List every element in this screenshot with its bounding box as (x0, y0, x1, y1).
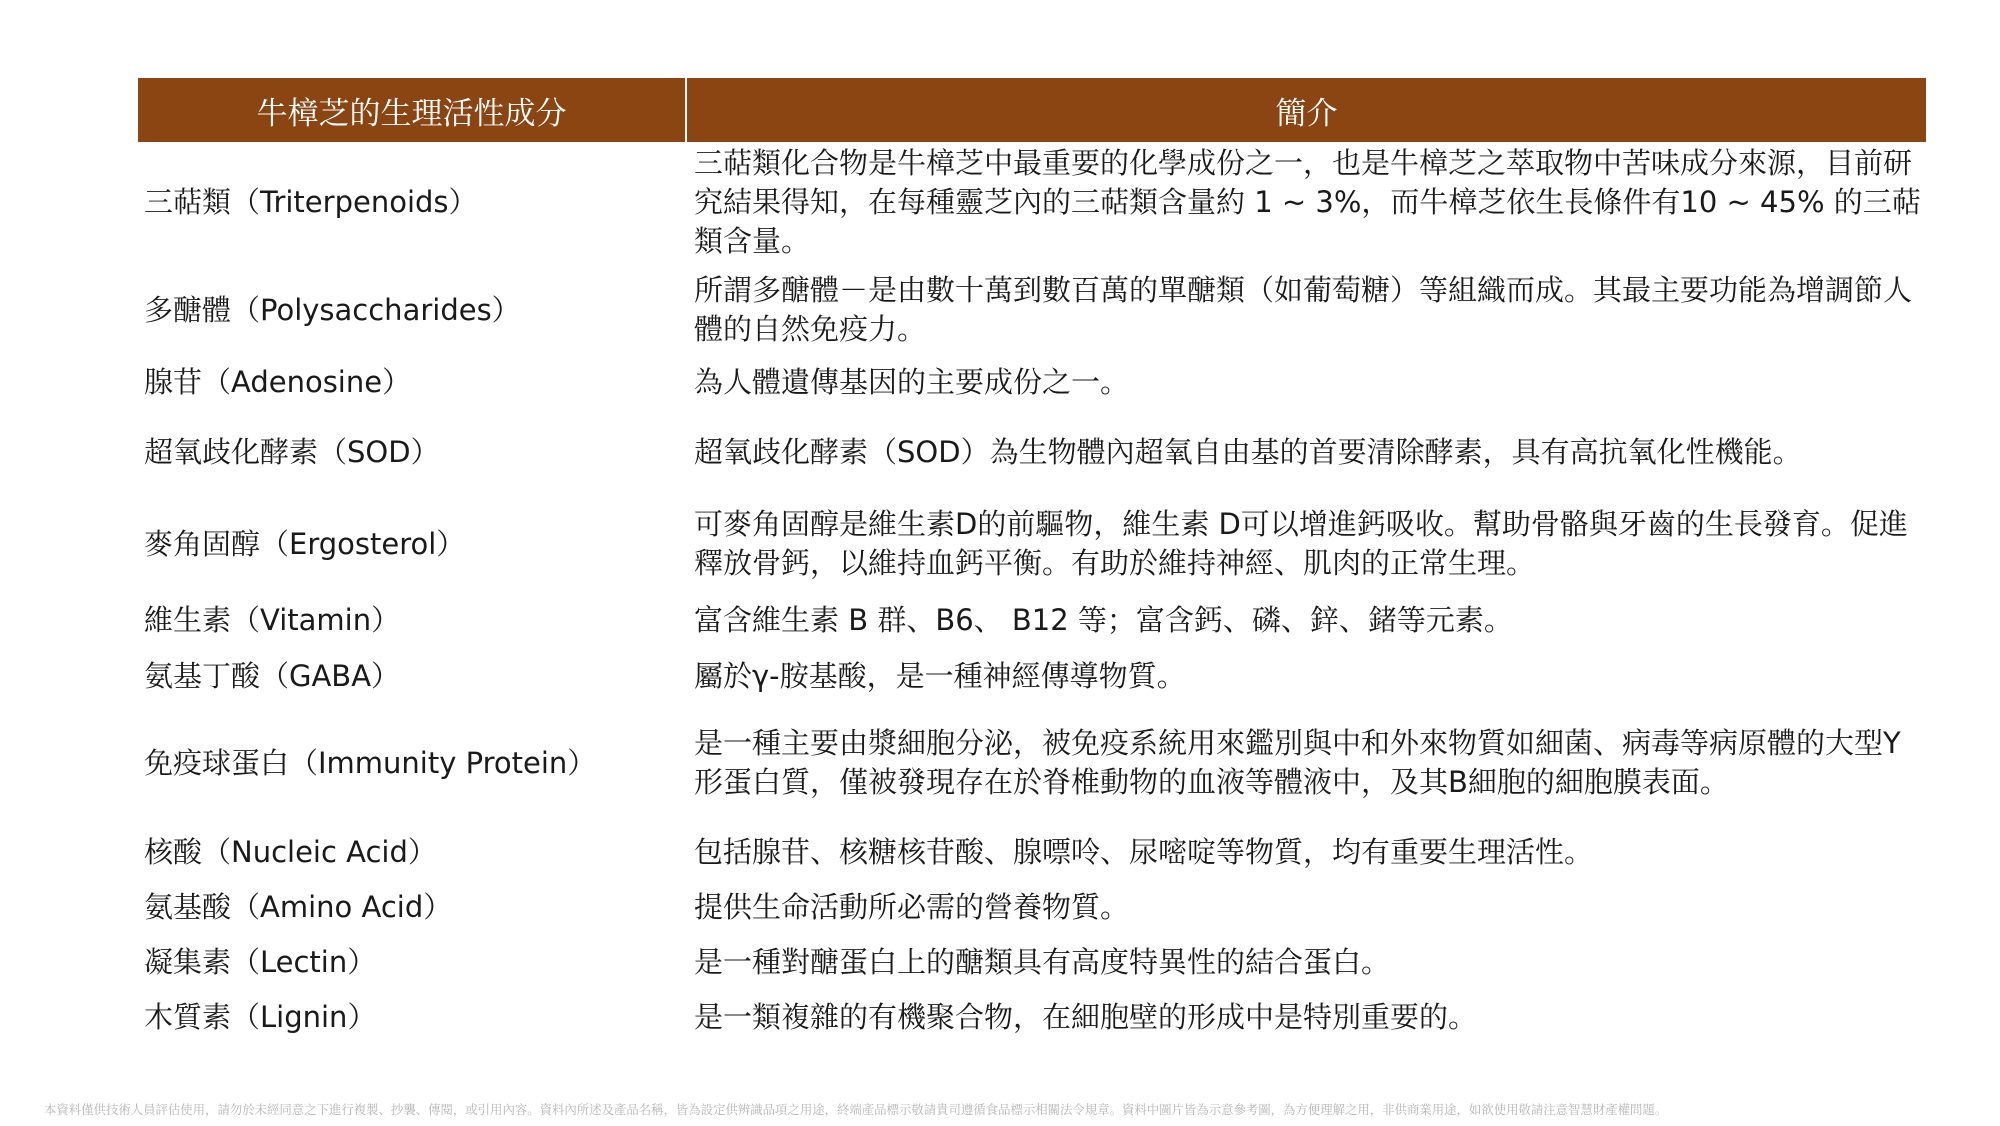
ingredient-name: 三萜類（Triterpenoids） (144, 184, 478, 219)
table-row (138, 824, 1926, 880)
table-row (138, 498, 1926, 590)
table-header-row (138, 78, 1926, 142)
ingredients-table-container (138, 78, 1926, 1044)
ingredient-name: 核酸（Nucleic Acid） (144, 834, 437, 869)
ingredient-description: 屬於γ-胺基酸，是一種神經傳導物質。 (694, 658, 1186, 693)
ingredient-description: 是一種主要由漿細胞分泌，被免疫系統用來鑑別與中和外來物質如細菌、病毒等病原體的大型Y形蛋白質，僅被發現存在於脊椎動物的血液等體液中，及其B細胞的細胞膜表面。 (694, 726, 1901, 799)
ingredient-name: 氨基丁酸（GABA） (144, 658, 401, 693)
table-row (138, 650, 1926, 702)
ingredient-description: 提供生命活動所必需的營養物質。 (694, 889, 1130, 924)
ingredients-table (138, 78, 1926, 1044)
table-row (138, 406, 1926, 498)
ingredient-description: 是一類複雜的有機聚合物，在細胞壁的形成中是特別重要的。 (694, 999, 1478, 1034)
ingredient-name: 麥角固醇（Ergosterol） (144, 526, 466, 561)
header-description: 簡介 (686, 78, 1926, 142)
ingredient-name: 多醣體（Polysaccharides） (144, 292, 521, 327)
table-row (138, 358, 1926, 406)
ingredient-name: 氨基酸（Amino Acid） (144, 889, 453, 924)
table-row (138, 262, 1926, 358)
table-row (138, 990, 1926, 1044)
ingredient-description: 所謂多醣體－是由數十萬到數百萬的單醣類（如葡萄糖）等組織而成。其最主要功能為增調節人體的自然免疫力。 (694, 273, 1913, 346)
ingredient-name: 腺苷（Adenosine） (144, 364, 412, 399)
ingredient-name: 免疫球蛋白（Immunity Protein） (144, 745, 597, 780)
ingredient-name: 凝集素（Lectin） (144, 944, 377, 979)
ingredient-description: 為人體遺傳基因的主要成份之一。 (694, 364, 1130, 399)
table-row (138, 880, 1926, 934)
ingredient-description: 包括腺苷、核糖核苷酸、腺嘌呤、尿嘧啶等物質，均有重要生理活性。 (694, 834, 1594, 869)
ingredient-name: 超氧歧化酵素（SOD） (144, 434, 440, 469)
table-row (138, 590, 1926, 650)
ingredient-name: 維生素（Vitamin） (144, 602, 401, 637)
header-ingredient: 牛樟芝的生理活性成分 (138, 78, 686, 142)
ingredient-description: 可麥角固醇是維生素D的前驅物，維生素 D可以增進鈣吸收。幫助骨骼與牙齒的生長發育。促進釋放骨鈣，以維持血鈣平衡。有助於維持神經、肌肉的正常生理。 (694, 507, 1908, 580)
ingredient-description: 超氧歧化酵素（SOD）為生物體內超氧自由基的首要清除酵素，具有高抗氧化性機能。 (694, 434, 1802, 469)
ingredient-name: 木質素（Lignin） (144, 999, 377, 1034)
ingredient-description: 三萜類化合物是牛樟芝中最重要的化學成份之一，也是牛樟芝之萃取物中苦味成分來源，目前研究結果得知，在每種靈芝內的三萜類含量約 1 ~ 3%，而牛樟芝依生長條件有10 ~ 45% 的三萜類含量。 (694, 145, 1921, 258)
ingredient-description: 富含維生素 B 群、B6、 B12 等；富含鈣、磷、鋅、鍺等元素。 (694, 602, 1513, 637)
disclaimer-footer: 本資料僅供技術人員評估使用，請勿於未經同意之下進行複製、抄襲、傳閱，或引用內容。資料內所述及產品名稱，皆為設定供辨識品項之用途，終端產品標示敬請貴司遵循食品標示相關法令規章。資料中圖片皆為示意參考圖，為方便理解之用，非供商業用途，如欲使用敬請注意智慧財產權問題。 (44, 1102, 1668, 1117)
table-row (138, 142, 1926, 262)
ingredient-description: 是一種對醣蛋白上的醣類具有高度特異性的結合蛋白。 (694, 944, 1391, 979)
table-row (138, 702, 1926, 824)
table-row (138, 934, 1926, 990)
